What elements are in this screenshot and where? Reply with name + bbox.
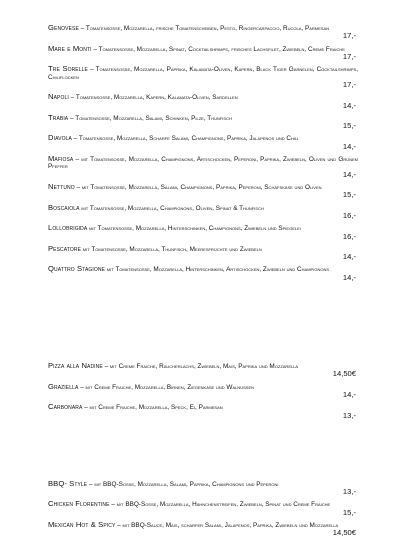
- item-name: Graziella: [48, 381, 79, 391]
- item-description: mit Tomatensosse, Mozzarella, Hinterschinken, Artischocken, Zwiebeln und Champignons: [105, 266, 330, 274]
- item-name: Trabia: [48, 112, 69, 122]
- item-description: – mit Creme Fraiche, Mozzarella, Speck, Ei, Parmesan: [82, 404, 223, 412]
- item-name: Napoli: [48, 92, 69, 102]
- menu-item: [48, 134, 358, 149]
- item-description: mit Tomatensosse, Mozzarella, Hinterschinken, Champignons, Zwiebeln und Spiegelei: [87, 225, 301, 233]
- menu-section-white: [48, 362, 358, 419]
- item-price: 14,50€: [332, 528, 356, 538]
- menu-item: [48, 24, 358, 39]
- item-name: Boscaiola: [48, 202, 80, 212]
- item-description: mit Tomatensosse, Mozzarella, Thunfisch, Meeresfrüchte und Zwiebeln: [81, 245, 262, 253]
- item-description: – Tomatensosse, Mozzarella, Scharfe Salami, Champignons, Paprika, Jalapenos und Chili: [71, 135, 299, 143]
- menu-item: [48, 93, 358, 108]
- item-description: – mit Creme Fraiche, Räucherlachs, Zwiebeln, Mais, Paprika und Mozzarella: [102, 362, 299, 370]
- item-description: – Tomatensosse, Mozzarella, Paprika, Kalamata-Oliven, Kapern, Black Tiger Garnelen, Cocktailshrimps, Chiliflocken: [48, 66, 359, 81]
- item-price: 16,-: [342, 231, 356, 241]
- item-name: Carbonara: [48, 402, 83, 412]
- item-name: Pizza alla Nadine: [48, 360, 103, 370]
- menu-item: [48, 204, 358, 219]
- menu-item: [48, 183, 358, 198]
- item-name: Mafiosa: [48, 153, 74, 163]
- item-price: 15,-: [342, 190, 356, 200]
- item-description: – mit BBQ-Sosse, Mozzarella, Hähnchenstreifen, Zwiebeln, Spinat und Creme Fraiche: [109, 501, 331, 509]
- item-name: BBQ- Style: [48, 478, 88, 488]
- item-name: Genovese: [48, 23, 79, 32]
- item-price: 13,-: [342, 410, 356, 420]
- menu-item: [48, 245, 358, 260]
- item-price: 14,50€: [332, 369, 356, 379]
- item-description: – Tomatensosse, Mozzarella, Kapern, Kalamata-Oliven, Sardellen: [68, 94, 238, 102]
- menu-item: [48, 155, 358, 178]
- item-description: mit Tomatensosse, Mozzarella, Champignons, Oliven, Spinat & Thunfisch: [79, 204, 264, 212]
- item-name: Diavola: [48, 133, 72, 143]
- item-price: 15,-: [342, 121, 356, 131]
- item-name: Tre Sorelle: [48, 64, 88, 74]
- menu-item: [48, 403, 358, 418]
- section-spacer: [48, 424, 358, 480]
- menu-item: [48, 362, 358, 377]
- item-price: 14,-: [342, 252, 356, 262]
- item-description: – Tomatensosse, Mozzarella, frische Tomatenscheiben, Pesto, Ringercarpaccio, Rucola, Parmesan: [78, 25, 330, 32]
- item-name: Pescatore: [48, 243, 82, 253]
- item-name: Mexican Hot & Spicy: [48, 519, 116, 529]
- item-price: 13,-: [342, 487, 356, 497]
- item-description: – mit Tomatensosse, Mozzarella, Salami, Champignons, Paprika, Peperoni, Schafskäse und Oliven: [74, 183, 322, 191]
- menu-item: [48, 265, 358, 280]
- menu-section-classic: [48, 24, 358, 281]
- menu-item: [48, 383, 358, 398]
- item-price: 14,-: [342, 169, 356, 179]
- item-name: Quattro Stagione: [48, 264, 105, 274]
- menu-page: [48, 24, 358, 542]
- menu-item: [48, 65, 358, 88]
- menu-section-bbq: [48, 480, 358, 537]
- item-price: 14,-: [342, 272, 356, 282]
- item-price: 14,-: [342, 100, 356, 110]
- item-description: – mit Creme Fraiche, Mozzarella, Birnen, Ziegenkäse und Walnüssen: [78, 383, 255, 391]
- item-description: – mit BBQ-Sauce, Mais, scharfer Salami, Jalapenos, Paprika, Zwiebeln und Mozzarella: [115, 521, 339, 529]
- item-description: – Tomatensosse, Mozzarella, Spinat, Cocktailshrimps, frisches Lachsfilet, Zwiebeln, Creme Fraiche: [91, 45, 345, 53]
- item-price: 17,-: [342, 31, 356, 41]
- item-description: – mit Tomatensosse, Mozzarella, Champignons, Artischocken, Peperoni, Paprika, Zwiebeln, Oliven und Grünem Pfeffer: [48, 155, 358, 171]
- menu-item: [48, 45, 358, 60]
- item-price: 15,-: [342, 507, 356, 517]
- item-price: 17,-: [342, 80, 356, 89]
- item-name: Mare e Monti: [48, 43, 92, 53]
- item-price: 14,-: [342, 141, 356, 151]
- item-price: 14,-: [342, 389, 356, 399]
- section-spacer: [48, 286, 358, 362]
- item-description: – mit BBQ-Sosse, Mozzarella, Salami, Paprika, Champignons und Peperoni: [87, 480, 279, 488]
- item-name: Chicken Florentine: [48, 499, 110, 509]
- item-name: Nettuno: [48, 181, 75, 191]
- item-name: Lollobrigida: [48, 223, 88, 233]
- item-description: – Tomatensosse, Mozzarella, Salami, Schinken, Pilze, Thunfisch: [68, 114, 232, 122]
- menu-item: [48, 500, 358, 515]
- item-price: 17,-: [342, 52, 356, 61]
- menu-item: [48, 224, 358, 239]
- item-price: 16,-: [342, 210, 356, 220]
- menu-item: [48, 114, 358, 129]
- menu-item: [48, 480, 358, 495]
- menu-item: [48, 521, 358, 536]
